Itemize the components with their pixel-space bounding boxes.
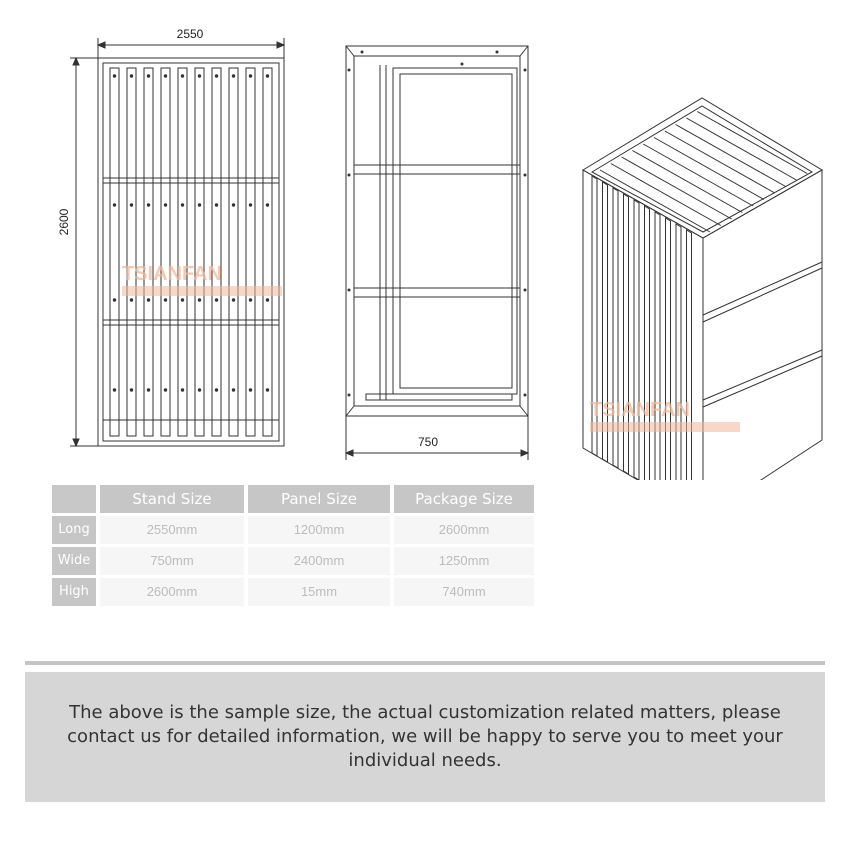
iso-panel-slat: [634, 200, 639, 480]
bolt-dot: [113, 299, 115, 301]
bolt-dot: [181, 299, 183, 301]
bolt-dot: [249, 299, 251, 301]
front-slats: [110, 68, 272, 436]
front-width-label: 2550: [176, 27, 204, 41]
iso-panel-slat: [666, 218, 671, 480]
front-slat: [161, 68, 170, 436]
row-label-long: Long: [52, 516, 96, 544]
bolt-dot: [232, 389, 234, 391]
bolt-dot: [147, 204, 149, 206]
bolt-dot: [266, 299, 268, 301]
table-cell: 2600mm: [100, 578, 244, 606]
table-row: [52, 578, 538, 606]
table-cell: 1250mm: [394, 547, 534, 575]
size-spec-table: [52, 485, 538, 609]
front-view: [70, 38, 284, 446]
side-view: [346, 46, 528, 460]
table-cell: 740mm: [394, 578, 534, 606]
bolt-dot: [232, 75, 234, 77]
iso-top-slat: [643, 144, 753, 206]
bolt-dot: [164, 299, 166, 301]
header-panel-size: Panel Size: [248, 485, 390, 513]
bolt-dot: [266, 75, 268, 77]
table-cell: 15mm: [248, 578, 390, 606]
row-label-high: High: [52, 578, 96, 606]
bolt-dot: [164, 389, 166, 391]
watermark-iso: TSIANFAN: [590, 399, 690, 421]
iso-top-slat: [622, 157, 732, 219]
front-slat: [195, 68, 204, 436]
bolt-dot: [181, 75, 183, 77]
watermark-iso-bar: [590, 422, 740, 432]
bolt-dot: [164, 204, 166, 206]
front-slat: [110, 68, 119, 436]
row-label-wide: Wide: [52, 547, 96, 575]
bolt-dot: [147, 75, 149, 77]
bolt-dot: [249, 204, 251, 206]
watermark-front-bar: [122, 286, 282, 296]
table-cell: 750mm: [100, 547, 244, 575]
side-width-label: 750: [417, 435, 439, 449]
front-height-label: 2600: [57, 208, 71, 236]
bolt-dot: [113, 75, 115, 77]
iso-top-slat: [697, 112, 807, 174]
bolt-dot: [130, 75, 132, 77]
bolt-dot: [198, 389, 200, 391]
bolt-dot: [113, 204, 115, 206]
bolt-dot: [266, 204, 268, 206]
info-note-text: The above is the sample size, the actual customization related matters, please contact us for detailed information, we will be happy to serve you to meet your individual needs.: [67, 702, 783, 771]
front-slat: [212, 68, 221, 436]
front-slat: [246, 68, 255, 436]
bolt-dot: [130, 299, 132, 301]
table-corner-cell: [52, 485, 96, 513]
table-row: [52, 516, 538, 544]
bolt-dot: [164, 75, 166, 77]
bolt-dot: [215, 204, 217, 206]
iso-panel-slat: [676, 224, 681, 480]
bolt-dot: [130, 389, 132, 391]
front-slat: [144, 68, 153, 436]
iso-top-slat: [611, 164, 721, 226]
iso-panel-slat: [655, 212, 660, 480]
table-row: [52, 547, 538, 575]
table-cell: 1200mm: [248, 516, 390, 544]
front-slat: [229, 68, 238, 436]
bolt-dot: [181, 204, 183, 206]
bolt-dot: [147, 299, 149, 301]
bolt-dot: [215, 389, 217, 391]
header-package-size: Package Size: [394, 485, 534, 513]
bolt-dot: [266, 389, 268, 391]
header-stand-size: Stand Size: [100, 485, 244, 513]
watermark-front: TSIANFAN: [122, 263, 222, 285]
table-cell: 2550mm: [100, 516, 244, 544]
iso-top-slat: [676, 125, 786, 187]
bolt-dot: [249, 75, 251, 77]
bolt-dot: [232, 204, 234, 206]
bolt-dot: [249, 389, 251, 391]
section-divider: [25, 661, 825, 665]
front-slat: [263, 68, 272, 436]
front-slat: [127, 68, 136, 436]
bolt-dot: [232, 299, 234, 301]
bolt-dot: [147, 389, 149, 391]
iso-panel-slat: [645, 206, 650, 480]
bolt-dot: [198, 299, 200, 301]
bolt-dot: [215, 75, 217, 77]
bolt-dot: [198, 75, 200, 77]
bolt-dot: [215, 299, 217, 301]
bolt-dot: [181, 389, 183, 391]
bolt-dot: [130, 204, 132, 206]
front-slat: [178, 68, 187, 436]
iso-top-slat: [654, 138, 764, 200]
table-header-row: [52, 485, 538, 513]
bolt-dot: [113, 389, 115, 391]
bolt-dot: [198, 204, 200, 206]
info-note-box: [25, 672, 825, 802]
table-cell: 2600mm: [394, 516, 534, 544]
table-cell: 2400mm: [248, 547, 390, 575]
iso-panel-slat: [687, 230, 692, 480]
side-view-bolts: [348, 51, 527, 397]
iso-top-slat: [686, 118, 796, 180]
